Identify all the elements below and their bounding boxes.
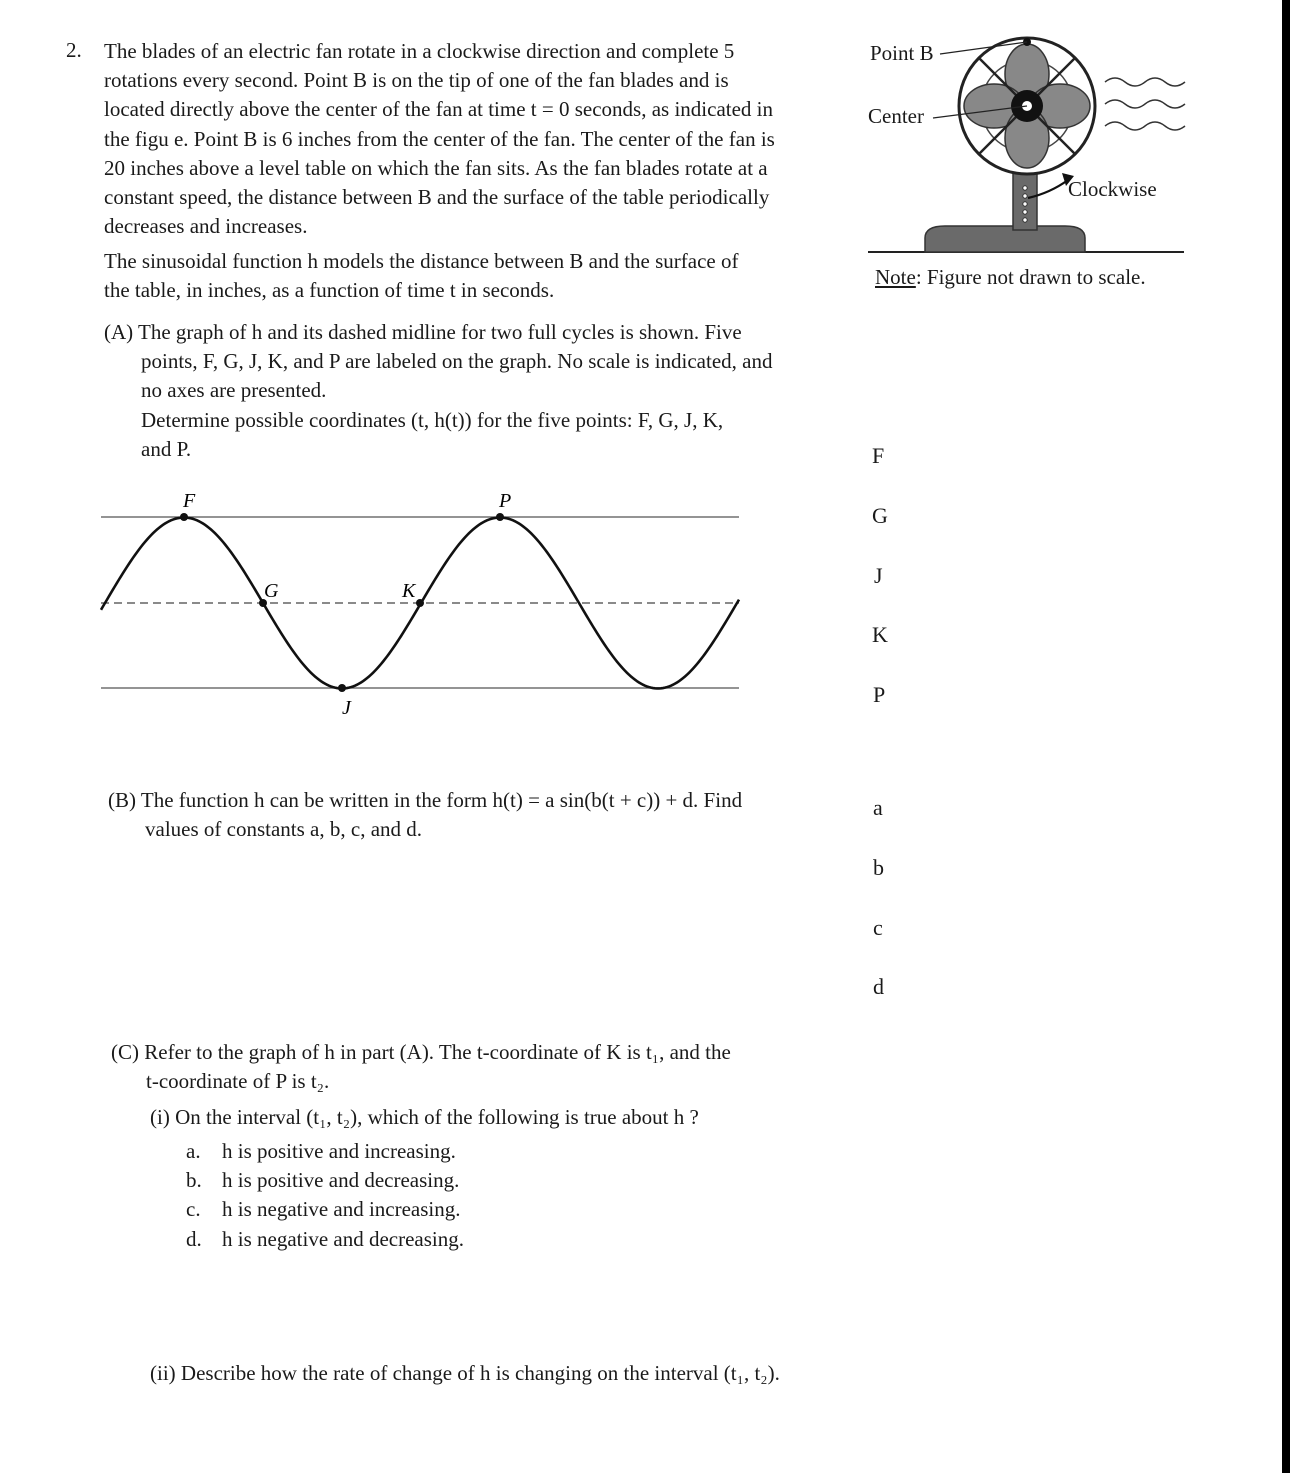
center-label: Center <box>868 104 924 128</box>
point-k-label: K <box>402 580 416 602</box>
choice-b[interactable] <box>186 1166 464 1195</box>
choice-c[interactable] <box>186 1195 464 1224</box>
question-number: 2. <box>66 38 82 62</box>
choice-list <box>186 1137 464 1254</box>
part-a-text <box>104 318 772 464</box>
point-p-label: P <box>499 490 512 512</box>
answer-label-j: J <box>874 563 883 588</box>
part-b-line: values of constants a, b, c, and d. <box>145 817 423 842</box>
part-b-line: (B) The function h can be written in the form h(t) = a sin(b(t + c)) + d. Find <box>108 788 743 812</box>
part-c-i-question: (i) On the interval (t₁, t₂), which of the following is true about h ? <box>150 1105 699 1129</box>
airflow-wave <box>1105 78 1185 86</box>
intro-line: rotations every second. Point B is on the tip of one of the fan blades and is <box>104 68 729 93</box>
airflow-wave <box>1105 122 1185 130</box>
part-c-line: t-coordinate of P is t₂. <box>146 1069 330 1094</box>
stand-button <box>1023 194 1027 198</box>
model-paragraph <box>104 247 738 305</box>
model-line: the table, in inches, as a function of time t in seconds. <box>104 278 555 303</box>
note-text: : Figure not drawn to scale. <box>915 265 1146 289</box>
point-j-dot <box>338 684 346 692</box>
sinusoid-graph <box>0 480 780 730</box>
choice-a[interactable] <box>186 1137 464 1166</box>
choice-d[interactable] <box>186 1225 464 1254</box>
part-a-line: (A) The graph of h and its dashed midline for two full cycles is shown. Five <box>104 320 742 344</box>
intro-line: 20 inches above a level table on which the fan sits. As the fan blades rotate at a <box>104 155 768 180</box>
answer-label-p: P <box>873 682 886 707</box>
intro-line: The blades of an electric fan rotate in a clockwise direction and complete 5 <box>104 39 735 63</box>
answer-label-k: K <box>872 622 888 647</box>
stand-button <box>1023 218 1027 222</box>
answer-label-g: G <box>872 503 888 528</box>
answer-label-f: F <box>872 443 885 468</box>
answer-label-c: c <box>873 915 883 940</box>
stand-button <box>1023 202 1027 206</box>
intro-line: located directly above the center of the fan at time t = 0 seconds, as indicated in <box>104 97 774 122</box>
answer-label-d: d <box>873 974 884 999</box>
answer-label-b: b <box>873 855 884 880</box>
choice-letter: a. <box>186 1139 201 1163</box>
choice-text: h is negative and increasing. <box>222 1197 461 1222</box>
airflow-wave <box>1105 100 1185 108</box>
choice-text: h is positive and increasing. <box>222 1139 456 1163</box>
part-c-ii-question: (ii) Describe how the rate of change of h is changing on the interval (t₁, t₂). <box>150 1361 780 1385</box>
point-k-dot <box>416 599 424 607</box>
point-b-label: Point B <box>870 41 934 65</box>
part-a-line: and P. <box>141 436 192 461</box>
intro-line: constant speed, the distance between B and the surface of the table periodically <box>104 185 770 210</box>
part-c-text <box>111 1038 731 1096</box>
intro-line: the figu e. Point B is 6 inches from the center of the fan. The center of the fan is <box>104 126 775 151</box>
intro-line: decreases and increases. <box>104 214 308 239</box>
stand-button <box>1023 210 1027 214</box>
part-a-line: Determine possible coordinates (t, h(t)) for the five points: F, G, J, K, <box>141 407 724 432</box>
note-prefix: Note <box>875 265 916 289</box>
intro-paragraph <box>104 37 775 241</box>
figure-note <box>875 265 1146 290</box>
point-f-dot <box>180 513 188 521</box>
part-a-line: no axes are presented. <box>141 378 327 403</box>
fan-base <box>925 226 1085 252</box>
part-c-line: (C) Refer to the graph of h in part (A). The t-coordinate of K is t₁, and the <box>111 1040 731 1064</box>
answer-label-a: a <box>873 795 883 820</box>
choice-text: h is negative and decreasing. <box>222 1226 464 1251</box>
part-a-line: points, F, G, J, K, and P are labeled on the graph. No scale is indicated, and <box>141 349 773 374</box>
point-f-label: F <box>183 490 196 512</box>
point-g-label: G <box>264 580 279 602</box>
stand-button <box>1023 186 1027 190</box>
point-j-label: J <box>342 697 351 719</box>
choice-text: h is positive and decreasing. <box>222 1168 460 1193</box>
part-b-text <box>108 786 742 844</box>
point-p-dot <box>496 513 504 521</box>
choice-letter: d. <box>186 1226 202 1251</box>
clockwise-label: Clockwise <box>1068 177 1157 201</box>
choice-letter: b. <box>186 1168 202 1193</box>
model-line: The sinusoidal function h models the distance between B and the surface of <box>104 249 739 273</box>
choice-letter: c. <box>186 1197 201 1222</box>
